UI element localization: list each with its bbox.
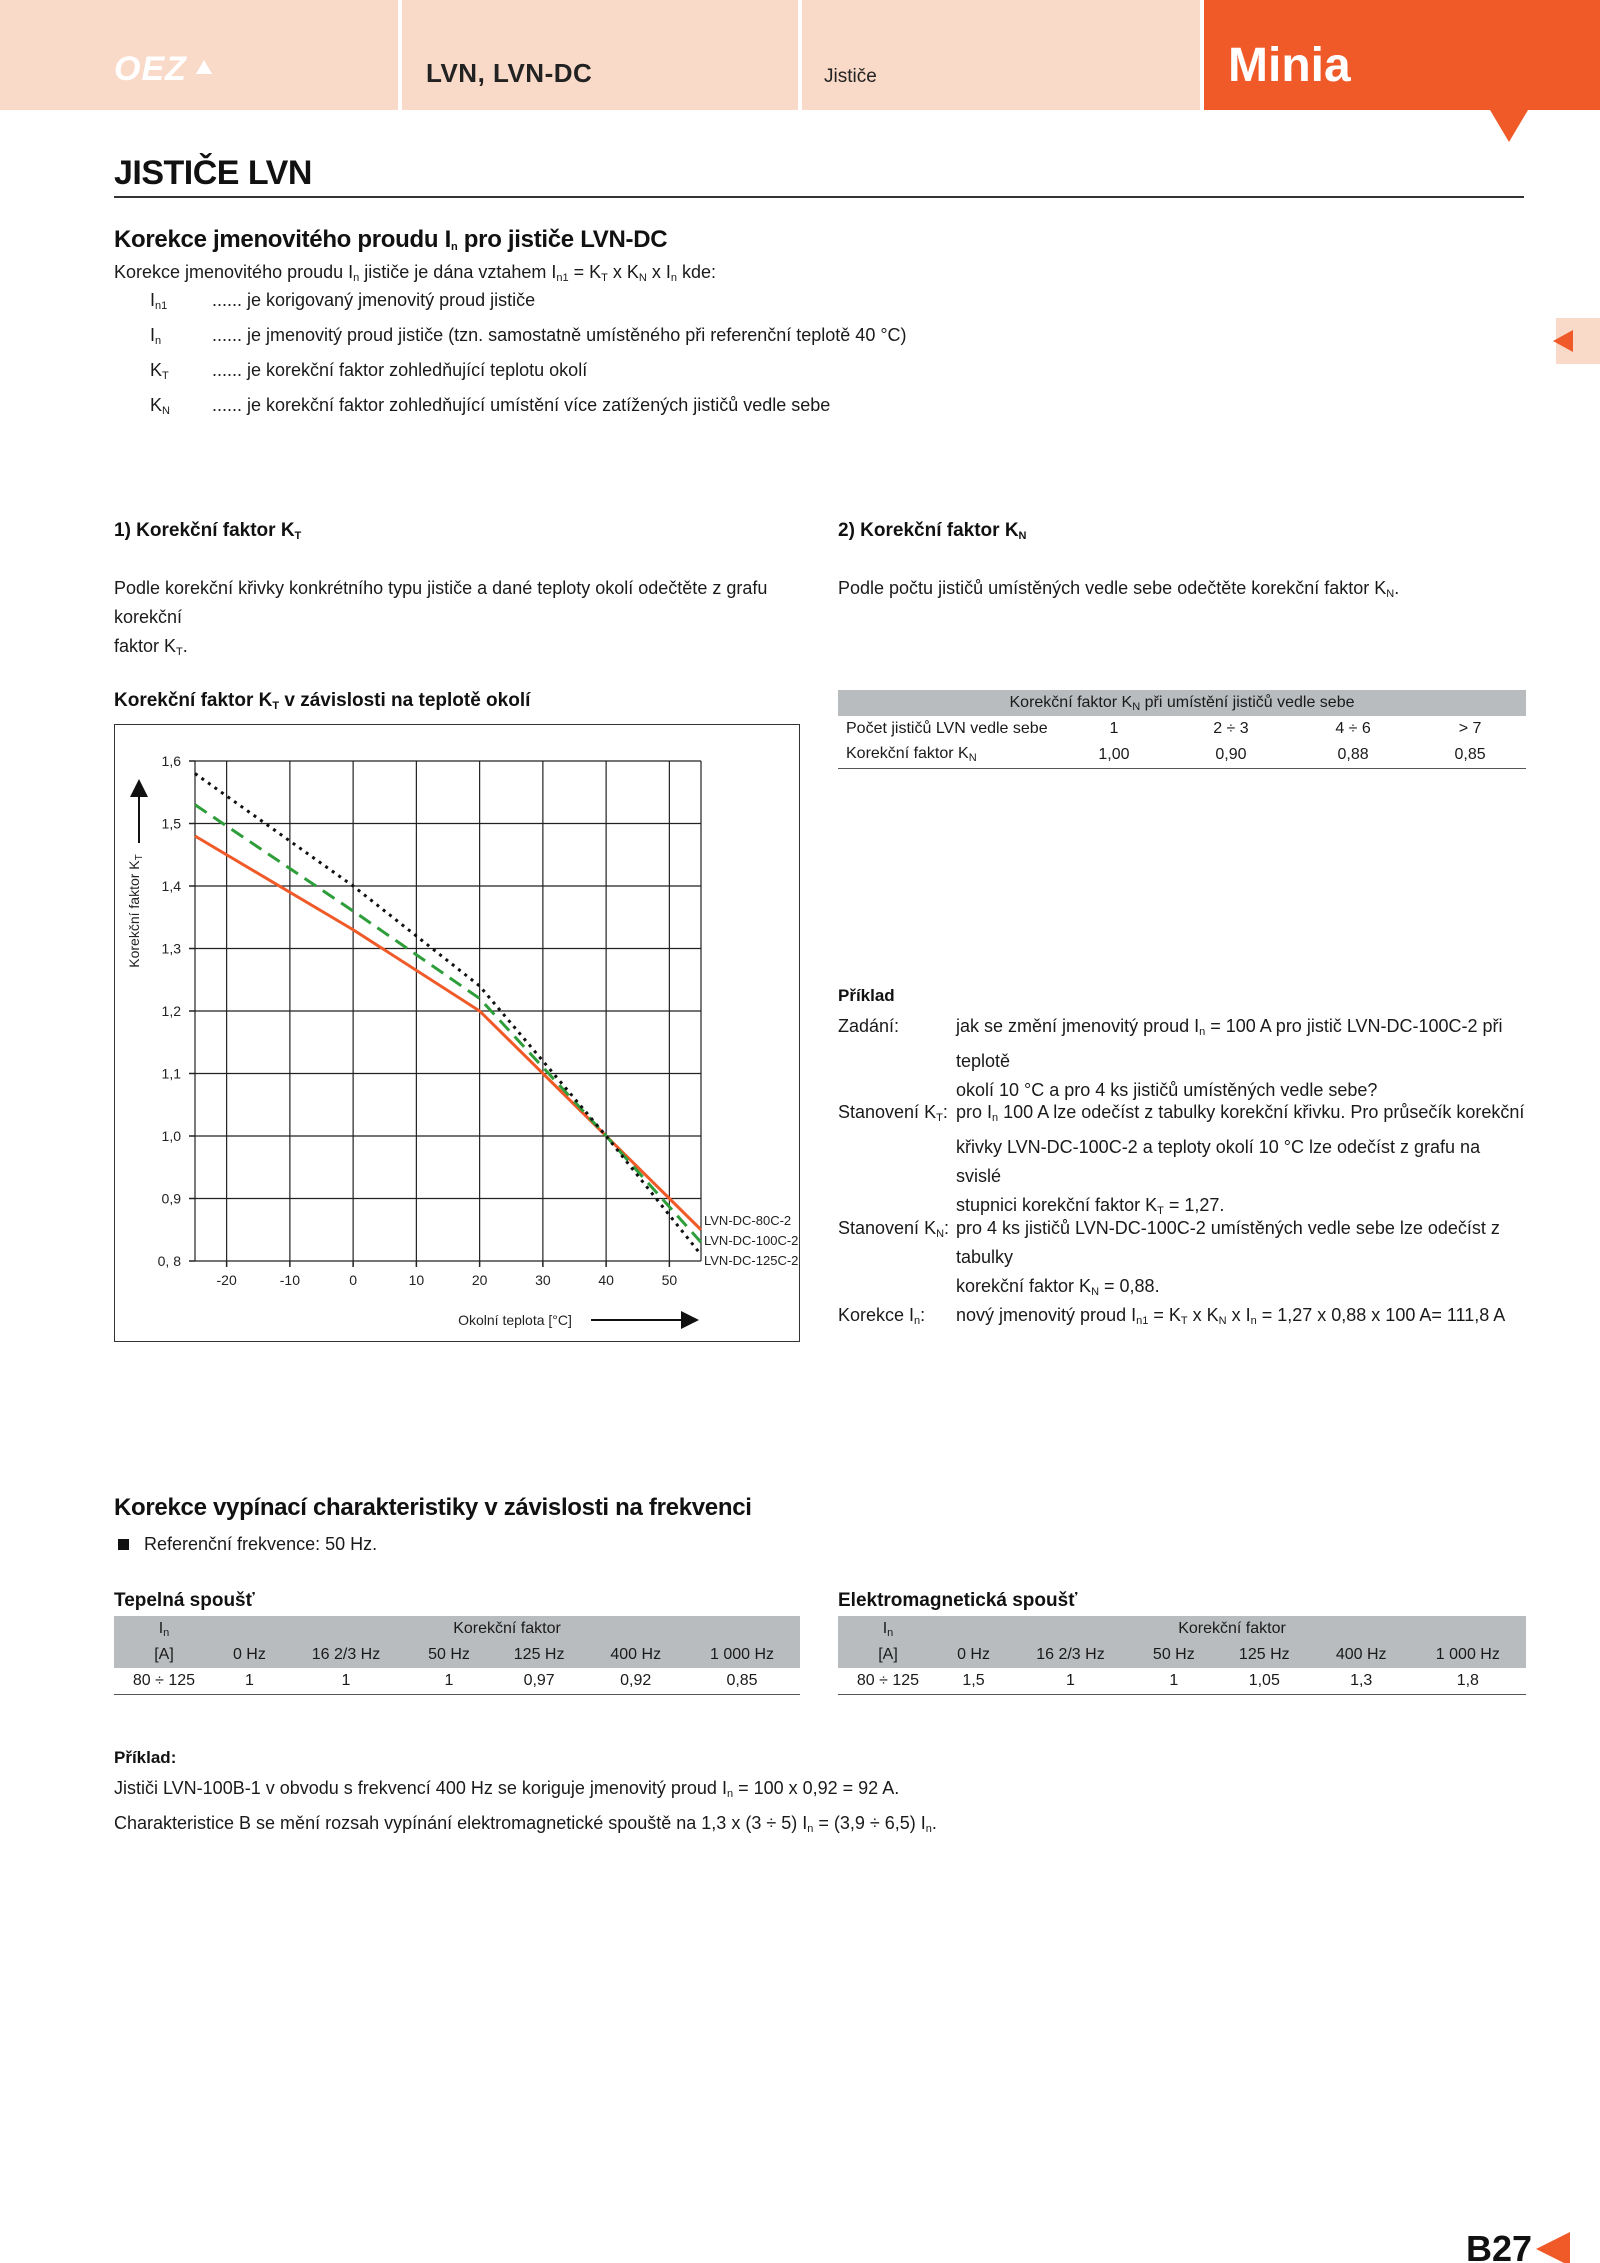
table-cell: 1,5: [938, 1668, 1009, 1694]
table-cell: 1,05: [1216, 1668, 1313, 1694]
table-cell: 1: [1109, 720, 1119, 737]
kn-text: Podle počtu jističů umístěných vedle sebe odečtěte korekční faktor $K_N$.: [838, 578, 1400, 600]
logo-triangle-icon: [196, 60, 212, 74]
row-label: Korekční faktor $K_N$: [838, 742, 1058, 768]
header-series-cell: [402, 0, 798, 110]
example2-text: Jističi LVN-100B-1 v obvodu s frekvencí 400 Hz se koriguje jmenovitý proud $I_n = 100$ x 0,92 = 92 A. Charakteristice B se mění rozsah vypínání elektromagnetické spouště na 1,3 x (3 ÷ 5) $I_n = (3,9 \div 6,5)$ $I_n$.: [114, 1778, 937, 1835]
series-line: [195, 774, 701, 1255]
series-label: LVN-DC-80C-2: [704, 1213, 792, 1228]
magnetic-table: [838, 1616, 1526, 1695]
oez-logo: OEZ: [114, 50, 187, 88]
kt-determination-label: Stanovení $K_T$:: [838, 1102, 948, 1124]
kt-chart: [114, 724, 800, 1342]
in-correction-label: Korekce $I_n$:: [838, 1305, 926, 1327]
unit-header: [A]: [114, 1642, 214, 1668]
series-line: [195, 805, 701, 1243]
in-correction-text: nový jmenovitý proud $I_{n1} = K_T$ x $K_N$ x $I_n = 1,27$ x 0,88 x 100 A= 111,8 A: [956, 1305, 1506, 1327]
table-cell: 0,90: [1170, 742, 1292, 768]
x-tick-label: 10: [408, 1272, 425, 1288]
header-logo-cell: [0, 0, 398, 110]
table-cell: 0,85: [1414, 742, 1526, 768]
thermal-title: Tepelná spoušť: [114, 1590, 255, 1611]
in-column-header: $I_n$: [114, 1616, 214, 1642]
intro-formula: Korekce jmenovitého proudu $I_n$ jističe je dána vztahem $I_{n1} = K_T$ x $K_N$ x $I_n$ kde:: [114, 262, 717, 284]
kn-determination-label: Stanovení $K_N$:: [838, 1218, 950, 1240]
intro-heading: Korekce jmenovitého proudu $I_n$ pro jističe LVN-DC: [114, 226, 668, 253]
group-header: Korekční faktor: [938, 1616, 1526, 1642]
series-label: LVN-DC-100C-2: [704, 1233, 799, 1248]
y-tick-label: 1,5: [161, 815, 181, 832]
page-header: [0, 0, 1600, 110]
freq-header: 1 000 Hz: [1410, 1642, 1526, 1668]
bullet-square-icon: [118, 1539, 129, 1550]
table-row: [838, 1668, 1526, 1694]
header-category: Jističe: [824, 66, 877, 87]
table-cell: 1: [214, 1668, 285, 1694]
x-tick-label: 50: [661, 1272, 678, 1288]
definition-list: [150, 286, 907, 426]
y-tick-label: 1,3: [161, 940, 181, 957]
unit-header: [A]: [838, 1642, 938, 1668]
table-cell: 0,97: [491, 1668, 588, 1694]
table-cell: 0,88: [1292, 742, 1414, 768]
arrow-right-icon: [681, 1311, 699, 1329]
table-row: [114, 1668, 800, 1694]
header-category-cell: [802, 0, 1200, 110]
chart-title: Korekční faktor $K_T$ v závislosti na teplotě okolí: [114, 690, 531, 712]
kt-text: Podle korekční křivky konkrétního typu jističe a dané teploty okolí odečtěte z grafu korekční faktor $K_T$.: [114, 578, 768, 658]
page-title: JISTIČE LVN: [114, 154, 312, 192]
table-row: [838, 716, 1526, 742]
y-tick-label: 0, 8: [157, 1253, 181, 1269]
example2-heading: Příklad:: [114, 1748, 177, 1767]
definition-item: $K_N$ ...... je korekční faktor zohledňující umístění více zatížených jističů vedle sebe: [150, 395, 831, 417]
freq-header: 50 Hz: [407, 1642, 491, 1668]
freq-header: 400 Hz: [1313, 1642, 1410, 1668]
table-cell: 0,85: [684, 1668, 800, 1694]
freq-header: 50 Hz: [1132, 1642, 1216, 1668]
table-header-row: [838, 1616, 1526, 1642]
table-cell: 1,3: [1313, 1668, 1410, 1694]
table-cell: 1: [407, 1668, 491, 1694]
kt-chart-svg: [115, 725, 799, 1341]
y-tick-label: 1,1: [161, 1065, 181, 1082]
freq-header: 125 Hz: [1216, 1642, 1313, 1668]
freq-header: 0 Hz: [938, 1642, 1009, 1668]
table-cell: 1,8: [1410, 1668, 1526, 1694]
magnetic-title: Elektromagnetická spoušť: [838, 1590, 1078, 1611]
table-row: [838, 742, 1526, 768]
freq-header: 125 Hz: [491, 1642, 588, 1668]
zadani-text: jak se změní jmenovitý proud $I_n = 100$ A pro jistič LVN-DC-100C-2 při teplotě okolí 10 °C a pro 4 ks jističů umístěných vedle sebe?: [956, 1016, 1503, 1100]
y-tick-label: 1,2: [161, 1003, 181, 1019]
row-label: 80 ÷ 125: [838, 1668, 938, 1694]
y-axis-label: Korekční faktor $K_T$: [126, 854, 145, 968]
page-arrow-icon: [1536, 2232, 1570, 2263]
freq-header: 16 2/3 Hz: [1009, 1642, 1132, 1668]
header-series: LVN, LVN-DC: [426, 58, 593, 88]
x-axis-label: Okolní teplota [°C]: [458, 1312, 572, 1328]
y-tick-label: 1,4: [161, 878, 181, 894]
kn-table-title-row: [838, 690, 1526, 716]
freq-header: 400 Hz: [587, 1642, 684, 1668]
table-header-row: [838, 1642, 1526, 1668]
arrow-up-icon: [130, 779, 148, 797]
series-line: [195, 836, 701, 1230]
x-tick-label: -10: [279, 1272, 300, 1288]
kn-heading: 2) Korekční faktor $K_N$: [838, 520, 1027, 542]
table-cell: 1,00: [1058, 742, 1170, 768]
group-header: Korekční faktor: [214, 1616, 800, 1642]
definition-item: $I_{n1}$ ...... je korigovaný jmenovitý proud jističe: [150, 290, 536, 312]
header-notch-icon: [1490, 110, 1528, 142]
freq-header: 1 000 Hz: [684, 1642, 800, 1668]
freq-header: 0 Hz: [214, 1642, 285, 1668]
table-cell: 1: [285, 1668, 407, 1694]
arrow-left-icon[interactable]: [1553, 330, 1573, 352]
kt-determination-text: pro $I_n$ 100 A lze odečíst z tabulky korekční křivku. Pro průsečík korekční křivky LVN-DC-100C-2 a teploty okolí 10 °C lze odečíst z grafu na svislé stupnici korekční faktor $K_T = 1,27$.: [956, 1102, 1525, 1217]
header-brand: Minia: [1228, 39, 1351, 92]
table-cell: 0,92: [587, 1668, 684, 1694]
x-tick-label: 0: [349, 1272, 358, 1288]
freq-bullet-text: Referenční frekvence: 50 Hz.: [144, 1534, 378, 1554]
y-tick-label: 1,0: [161, 1128, 181, 1144]
definition-item: $I_n$ ...... je jmenovitý proud jističe (tzn. samostatně umístěného při referenční teplotě 40 °C): [150, 325, 907, 347]
page-number: B27: [1466, 2228, 1533, 2263]
table-cell: 4 ÷ 6: [1335, 720, 1371, 737]
table-cell: > 7: [1458, 720, 1482, 737]
kn-table: [838, 690, 1526, 769]
zadani-label: Zadání:: [838, 1016, 900, 1036]
table-cell: 1: [1009, 1668, 1132, 1694]
freq-heading: Korekce vypínací charakteristiky v závislosti na frekvenci: [114, 1494, 752, 1521]
kt-heading: 1) Korekční faktor $K_T$: [114, 520, 302, 542]
freq-header: 16 2/3 Hz: [285, 1642, 407, 1668]
example-heading: Příklad: [838, 986, 895, 1005]
y-tick-label: 0,9: [161, 1190, 181, 1207]
row-label: Počet jističů LVN vedle sebe: [846, 720, 1048, 737]
x-tick-label: 30: [535, 1272, 551, 1288]
table-header-row: [114, 1616, 800, 1642]
in-column-header: $I_n$: [838, 1616, 938, 1642]
x-tick-label: 20: [471, 1272, 488, 1288]
x-tick-label: -20: [216, 1272, 237, 1288]
x-tick-label: 40: [598, 1272, 614, 1288]
series-label: LVN-DC-125C-2: [704, 1253, 799, 1268]
table-header-row: [114, 1642, 800, 1668]
definition-item: $K_T$ ...... je korekční faktor zohledňující teplotu okolí: [150, 360, 588, 382]
title-divider: [114, 196, 1524, 198]
y-tick-label: 1,6: [161, 753, 181, 769]
thermal-table: [114, 1616, 800, 1695]
table-cell: 2 ÷ 3: [1213, 720, 1249, 737]
kn-determination-text: pro 4 ks jističů LVN-DC-100C-2 umístěných vedle sebe lze odečíst z tabulky korekční faktor $K_N = 0,88$.: [956, 1218, 1500, 1298]
row-label: 80 ÷ 125: [114, 1668, 214, 1694]
kn-table-title: Korekční faktor $K_N$ při umístění jističů vedle sebe: [838, 690, 1526, 716]
table-cell: 1: [1132, 1668, 1216, 1694]
